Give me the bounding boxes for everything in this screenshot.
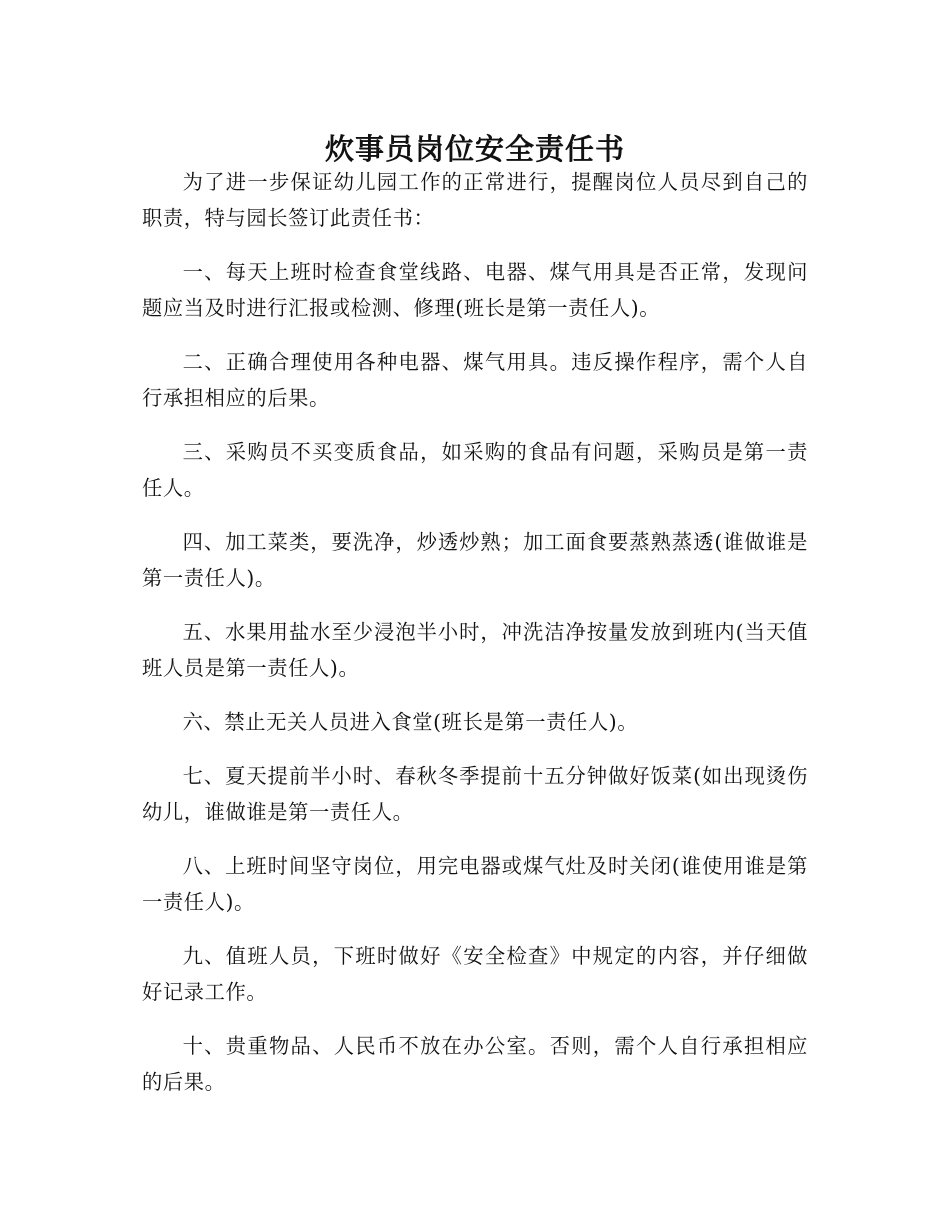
clause-1-paragraph: 一、每天上班时检查食堂线路、电器、煤气用具是否正常，发现问题应当及时进行汇报或检测、修理(班长是第一责任人)。 xyxy=(142,260,808,320)
clause-10-paragraph: 十、贵重物品、人民币不放在办公室。否则，需个人自行承担相应的后果。 xyxy=(142,1034,808,1094)
clause-6-paragraph: 六、禁止无关人员进入食堂(班长是第一责任人)。 xyxy=(182,710,639,734)
document-title: 炊事员岗位安全责任书 xyxy=(324,132,625,167)
clause-2-paragraph: 二、正确合理使用各种电器、煤气用具。违反操作程序，需个人自行承担相应的后果。 xyxy=(142,350,808,410)
clause-3-paragraph: 三、采购员不买变质食品，如采购的食品有问题，采购员是第一责任人。 xyxy=(142,440,808,500)
document-body xyxy=(142,164,808,1118)
clause-5-paragraph: 五、水果用盐水至少浸泡半小时，冲洗洁净按量发放到班内(当天值班人员是第一责任人)。 xyxy=(142,620,808,680)
intro-paragraph: 为了进一步保证幼儿园工作的正常进行，提醒岗位人员尽到自己的职责，特与园长签订此责任书： xyxy=(142,170,808,230)
clause-4-paragraph: 四、加工菜类，要洗净，炒透炒熟；加工面食要蒸熟蒸透(谁做谁是第一责任人)。 xyxy=(142,530,808,590)
clause-7-paragraph: 七、夏天提前半小时、春秋冬季提前十五分钟做好饭菜(如出现烫伤幼儿，谁做谁是第一责任人。 xyxy=(142,764,808,824)
clause-8-paragraph: 八、上班时间坚守岗位，用完电器或煤气灶及时关闭(谁使用谁是第一责任人)。 xyxy=(142,854,808,914)
clause-9-paragraph: 九、值班人员，下班时做好《安全检查》中规定的内容，并仔细做好记录工作。 xyxy=(142,944,808,1004)
